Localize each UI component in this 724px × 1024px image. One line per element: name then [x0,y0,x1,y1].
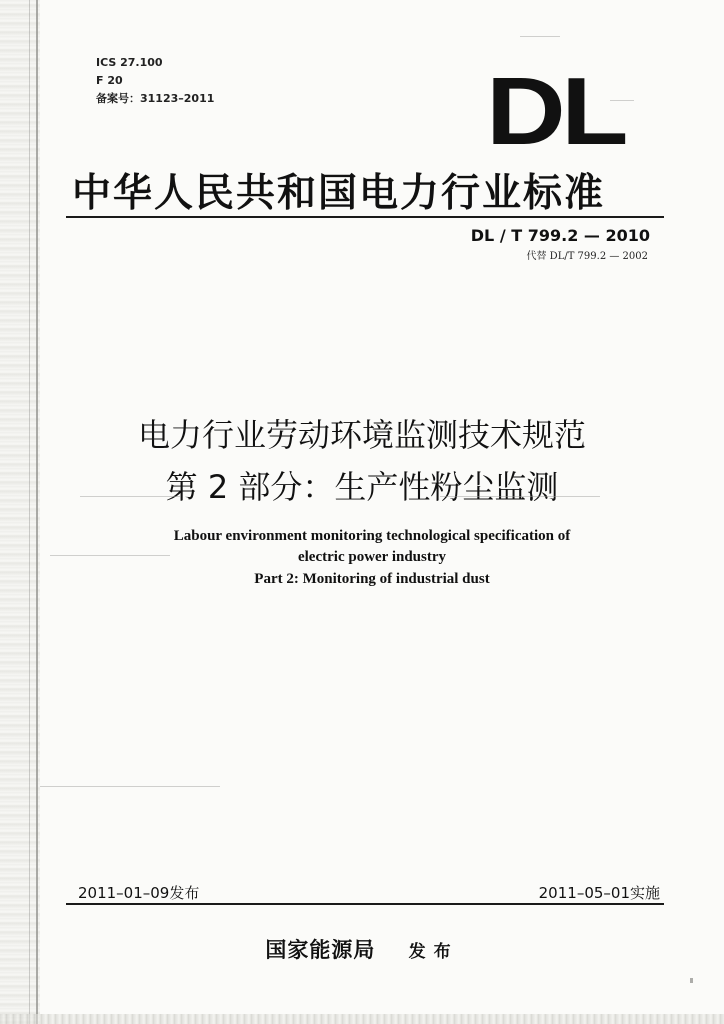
scan-noise [440,496,600,497]
publisher-name: 国家能源局 [265,937,376,962]
publisher-line [0,934,724,964]
bottom-divider [66,903,664,905]
scan-noise [80,496,180,497]
english-title-line2: electric power industry [297,549,447,565]
chinese-title-line2: 第 2 部分：生产性粉尘监测 [165,468,559,506]
class-code: F 20 [96,74,123,87]
english-title-line1: Labour environment monitoring technological specification of [173,528,571,544]
replaces-standard: 代替 DL/T 799.2 — 2002 [526,251,648,262]
dl-logo: DL [486,58,624,165]
scan-noise [610,100,634,101]
industry-standard-title: 中华人民共和国电力行业标准 [72,170,606,216]
scan-noise [50,555,170,556]
implementation-date: 2011–05–01实施 [538,884,660,902]
classification-block [96,54,214,108]
top-divider [66,216,664,218]
chinese-title-line1: 电力行业劳动环境监测技术规范 [137,416,586,454]
issue-date: 2011–01–09发布 [78,884,200,902]
publish-label: 发布 [408,942,459,962]
scan-noise [40,786,220,787]
scan-edge-line [36,0,38,1024]
standard-number: DL / T 799.2 — 2010 [470,226,650,245]
ics-code: ICS 27.100 [96,56,163,69]
scan-edge-line-inner [29,0,30,1024]
record-number: 备案号：31123–2011 [96,92,215,105]
scan-bottom-edge [0,1014,724,1024]
scan-noise [690,978,693,983]
english-title-line3: Part 2: Monitoring of industrial dust [254,571,490,587]
scan-noise [520,36,560,37]
scan-binding-edge [0,0,40,1024]
